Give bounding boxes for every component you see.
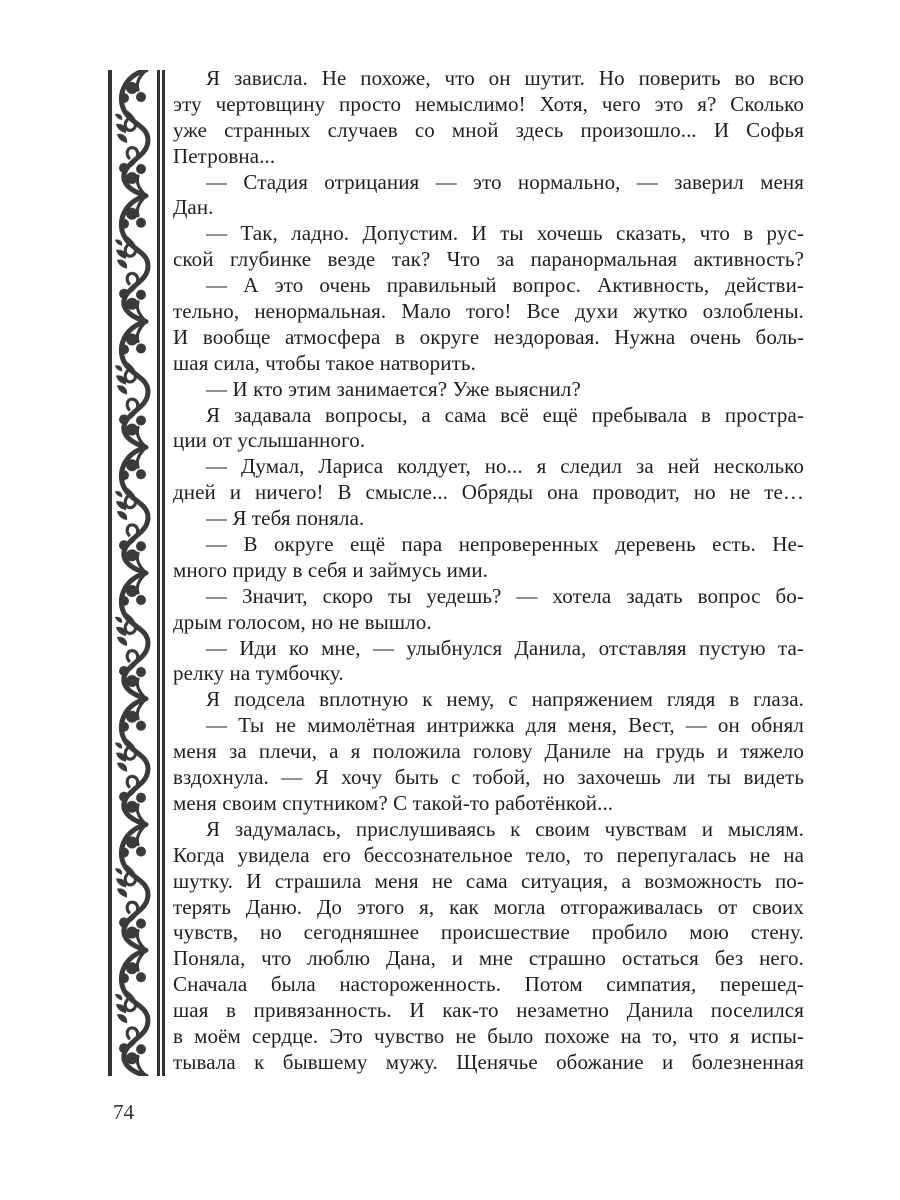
text-line: — Я тебя поняла. [206,506,365,531]
text-line: меня за плечи, а я положила голову Даниле на грудь и тяжело [173,739,804,764]
text-line: Я задумалась, прислушиваясь к своим чувствам и мыслям. [206,816,804,841]
text-line: Поняла, что люблю Дана, и мне страшно остаться без него. [173,946,804,971]
text-line: И вообще атмосфера в округе нездоровая. Нужна очень боль- [173,324,804,349]
text-line: ции от услышанного. [173,428,366,453]
floral-vine-border-icon [108,70,166,1076]
text-line: — И кто этим занимается? Уже выяснил? [206,376,581,401]
text-line: чувств, но сегодняшнее происшествие пробило мою стену. [173,920,804,945]
text-line: Петровна... [173,143,276,168]
text-line: шая в привязанность. И как-то незаметно Данила поселился [173,998,804,1023]
text-line: Я подсела вплотную к нему, с напряжением глядя в глаза. [206,687,804,712]
floral-vine-border [108,70,166,1076]
text-line: тельно, ненормальная. Мало того! Все духи жутко озлоблены. [173,299,804,324]
text-line: терять Даню. До этого я, как могла отгораживалась от своих [173,894,804,919]
text-line: Я зависла. Не похоже, что он шутит. Но поверить во всю [206,66,804,90]
text-line: дрым голосом, но не вышло. [173,609,432,634]
text-line: тывала к бывшему мужу. Щенячье обожание и болезненная [173,1049,804,1074]
text-line: — Значит, скоро ты уедешь? — хотела задать вопрос бо- [206,583,804,608]
text-line: вздохнула. — Я хочу быть с тобой, но захочешь ли ты видеть [173,765,804,790]
text-line: — А это очень правильный вопрос. Активность, действи- [206,273,804,298]
text-line: дней и ничего! В смысле... Обряды она проводит, но не те… [173,480,804,505]
text-line: — В округе ещё пара непроверенных деревень есть. Не- [206,532,804,557]
text-line: Я задавала вопросы, а сама всё ещё пребывала в простра- [206,402,804,427]
text-line: — Иди ко мне, — улыбнулся Данила, отставляя пустую та- [206,635,804,660]
text-line: много приду в себя и займусь ими. [173,557,489,582]
text-line: — Думал, Лариса колдует, но... я следил за ней несколько [206,454,804,479]
text-line: — Стадия отрицания — это нормально, — заверил меня [206,169,804,194]
text-line: шутку. И страшила меня не сама ситуация, а возможность по- [173,868,804,893]
text-line: Дан. [173,195,214,220]
text-line: меня своим спутником? С такой-то работёнкой... [173,790,614,815]
text-line: — Ты не мимолётная интрижка для меня, Вест, — он обнял [206,713,804,738]
text-line: шая сила, чтобы такое натворить. [173,350,476,375]
text-line: в моём сердце. Это чувство не было похоже на то, что я испы- [173,1023,804,1048]
text-line: эту чертовщину просто немыслимо! Хотя, чего это я? Сколько [173,91,804,116]
text-line: — Так, ладно. Допустим. И ты хочешь сказать, что в рус- [206,221,804,246]
text-line: уже странных случаев со мной здесь произошло... И Софья [173,117,804,142]
text-line: релку на тумбочку. [173,661,344,686]
text-line: Когда увидела его бессознательное тело, то перепугалась не на [173,842,804,867]
page-text [173,66,804,1076]
page-number: 74 [113,1100,134,1124]
text-line: Сначала была настороженность. Потом симпатия, перешед- [173,972,804,997]
text-line: ской глубинке везде так? Что за паранормальная активность? [173,247,804,272]
